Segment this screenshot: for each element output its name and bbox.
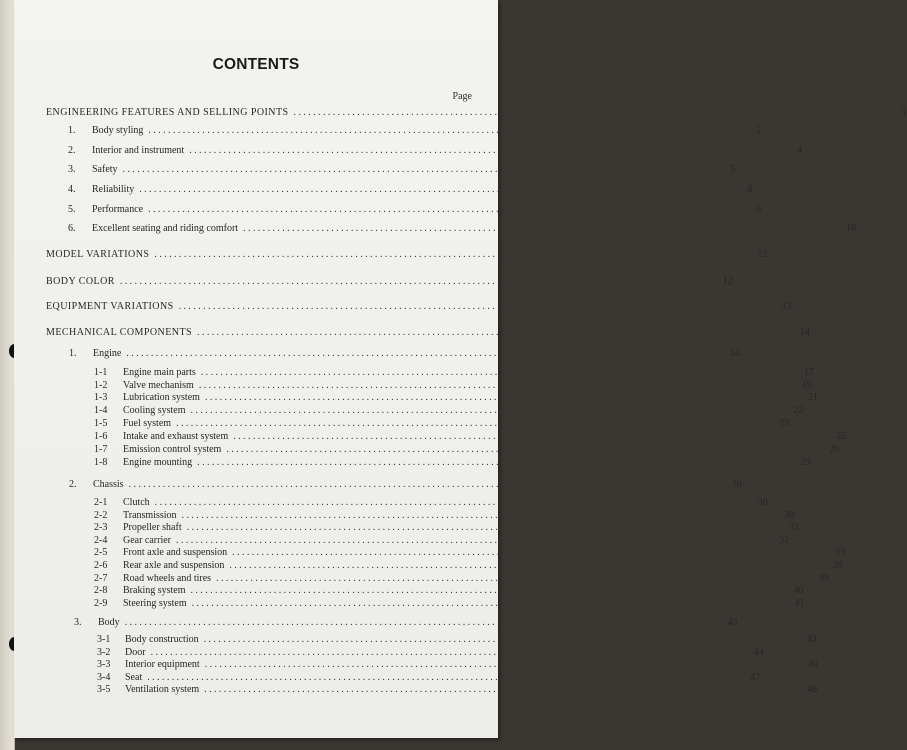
- dot-leader: ........................................................................................................................: [122, 164, 711, 175]
- toc-section-mechanical-components[interactable]: [46, 326, 811, 340]
- toc-item-label: Rear axle and suspension: [123, 560, 225, 571]
- toc-page-number: 12: [722, 276, 733, 287]
- toc-item-label: Reliability: [92, 184, 135, 195]
- toc-item-label: Propeller shaft: [123, 522, 182, 533]
- toc-item-number: 3-1: [97, 634, 111, 645]
- dot-leader: ........................................................................................................................: [176, 418, 765, 429]
- dot-leader: ........................................................................................................................: [204, 392, 793, 403]
- toc-page-number: 19: [801, 380, 812, 391]
- dot-leader: ........................................................................................................................: [190, 405, 779, 416]
- toc-item-label: Performance: [92, 204, 144, 215]
- dot-leader: ........................................................................................................................: [128, 479, 717, 490]
- toc-item[interactable]: [68, 163, 736, 177]
- contents-page: [14, 0, 907, 738]
- toc-item-label: Interior and instrument: [92, 145, 185, 156]
- toc-item-label: Road wheels and tires: [123, 573, 212, 584]
- dot-leader: ........................................................................................................................: [243, 223, 832, 234]
- dot-leader: ........................................................................................................................: [186, 522, 775, 533]
- toc-item-label: Cooling system: [123, 405, 186, 416]
- toc-subitem[interactable]: [94, 404, 804, 418]
- toc-subitem[interactable]: [94, 559, 843, 573]
- toc-section-label: MECHANICAL COMPONENTS: [46, 327, 193, 338]
- toc-page-number: 8: [747, 184, 753, 195]
- toc-item-number: 2-5: [94, 547, 108, 558]
- toc-page-number: 1: [901, 107, 907, 118]
- dot-leader: ........................................................................................................................: [150, 647, 739, 658]
- toc-page-number: 44: [753, 647, 764, 658]
- toc-item[interactable]: [68, 203, 762, 217]
- toc-item-number: 2-6: [94, 560, 108, 571]
- toc-page-number: 46: [807, 659, 818, 670]
- toc-item-number: 1-2: [94, 380, 108, 391]
- dot-leader: ........................................................................................................................: [204, 684, 793, 695]
- dot-leader: ........................................................................................................................: [139, 184, 728, 195]
- toc-page-number: 21: [807, 392, 818, 403]
- toc-page-number: 32: [779, 535, 790, 546]
- toc-section-label: MODEL VARIATIONS: [46, 249, 150, 260]
- toc-item-label: Lubrication system: [123, 392, 200, 403]
- dot-leader: ........................................................................................................................: [176, 535, 765, 546]
- toc-item[interactable]: [68, 124, 762, 138]
- toc-page-number: 10: [846, 223, 857, 234]
- dot-leader: ........................................................................................................................: [216, 573, 805, 584]
- toc-page-number: 39: [819, 573, 830, 584]
- toc-section-label: ENGINEERING FEATURES AND SELLING POINTS: [46, 107, 289, 118]
- toc-item-number: 4.: [68, 184, 76, 195]
- toc-page-number: 48: [807, 684, 818, 695]
- toc-item-number: 2-9: [94, 598, 108, 609]
- dot-leader: ........................................................................................................................: [148, 204, 737, 215]
- toc-item-number: 1-6: [94, 431, 108, 442]
- dot-leader: ........................................................................................................................: [178, 301, 767, 312]
- toc-subitem[interactable]: [94, 456, 811, 470]
- toc-page-number: 14: [729, 348, 740, 359]
- toc-page-number: 2: [756, 125, 762, 136]
- toc-page-number: 31: [789, 522, 800, 533]
- toc-group-number: 3.: [74, 617, 82, 628]
- toc-item-number: 2-7: [94, 573, 108, 584]
- page-column-label: Page: [452, 91, 472, 102]
- dot-leader: ........................................................................................................................: [181, 510, 770, 521]
- toc-page-number: 40: [793, 585, 804, 596]
- toc-item-label: Valve mechanism: [123, 380, 194, 391]
- toc-subitem[interactable]: [94, 496, 768, 510]
- toc-group-label: Chassis: [93, 479, 124, 490]
- toc-subitem[interactable]: [94, 546, 846, 560]
- toc-page-number: 17: [803, 367, 814, 378]
- toc-page-number: 13: [781, 301, 792, 312]
- toc-page-number: 30: [757, 497, 768, 508]
- toc-item-label: Engine main parts: [123, 367, 196, 378]
- toc-item-number: 1-4: [94, 405, 108, 416]
- toc-subitem[interactable]: [94, 391, 818, 405]
- toc-item-number: 2-8: [94, 585, 108, 596]
- toc-item-number: 3-5: [97, 684, 111, 695]
- toc-page-number: 22: [793, 405, 804, 416]
- toc-page-number: 29: [800, 457, 811, 468]
- toc-item-label: Intake and exhaust system: [123, 431, 229, 442]
- toc-subitem[interactable]: [94, 417, 790, 431]
- toc-item-label: Emission control system: [123, 444, 222, 455]
- toc-item-number: 2-1: [94, 497, 108, 508]
- toc-page-number: 23: [779, 418, 790, 429]
- toc-section-equipment-variations[interactable]: [46, 300, 792, 314]
- toc-page-number: 14: [800, 327, 811, 338]
- toc-item-number: 3-4: [97, 672, 111, 683]
- toc-page-number: 41: [794, 598, 805, 609]
- toc-section-engineering[interactable]: [46, 106, 907, 120]
- toc-item-label: Safety: [92, 164, 118, 175]
- dot-leader: ........................................................................................................................: [197, 327, 786, 338]
- toc-item[interactable]: [68, 144, 803, 158]
- toc-page-number: 4: [797, 145, 803, 156]
- toc-page-number: 5: [730, 164, 736, 175]
- dot-leader: ........................................................................................................................: [203, 634, 792, 645]
- toc-item-number: 3.: [68, 164, 76, 175]
- dot-leader: ........................................................................................................................: [204, 659, 793, 670]
- toc-item-number: 1-5: [94, 418, 108, 429]
- toc-subitem[interactable]: [97, 658, 818, 672]
- toc-item-label: Body styling: [92, 125, 144, 136]
- toc-item-label: Fuel system: [123, 418, 172, 429]
- dot-leader: ........................................................................................................................: [189, 145, 778, 156]
- toc-group-chassis[interactable]: [69, 478, 742, 492]
- toc-item-number: 1-3: [94, 392, 108, 403]
- toc-page-number: 25: [836, 431, 847, 442]
- dot-leader: ........................................................................................................................: [293, 107, 882, 118]
- dot-leader: ........................................................................................................................: [191, 598, 780, 609]
- toc-subitem[interactable]: [94, 430, 847, 444]
- dot-leader: ........................................................................................................................: [154, 497, 743, 508]
- dot-leader: ........................................................................................................................: [147, 672, 736, 683]
- toc-item-label: Excellent seating and riding comfort: [92, 223, 239, 234]
- dot-leader: ........................................................................................................................: [190, 585, 779, 596]
- toc-item-label: Body construction: [125, 634, 199, 645]
- toc-item-label: Clutch: [123, 497, 150, 508]
- toc-item-label: Steering system: [123, 598, 187, 609]
- toc-subitem[interactable]: [94, 584, 804, 598]
- toc-section-label: EQUIPMENT VARIATIONS: [46, 301, 174, 312]
- toc-page-number: 30: [731, 479, 742, 490]
- toc-item-label: Seat: [125, 672, 143, 683]
- toc-item-number: 2-2: [94, 510, 108, 521]
- toc-item[interactable]: [68, 222, 857, 236]
- toc-item-number: 2-3: [94, 522, 108, 533]
- toc-item-label: Transmission: [123, 510, 177, 521]
- toc-item-number: 3-3: [97, 659, 111, 670]
- toc-item-label: Braking system: [123, 585, 186, 596]
- toc-subitem[interactable]: [94, 521, 800, 535]
- dot-leader: ........................................................................................................................: [198, 380, 787, 391]
- dot-leader: ........................................................................................................................: [154, 249, 743, 260]
- toc-item-label: Front axle and suspension: [123, 547, 228, 558]
- toc-page-number: 12: [757, 249, 768, 260]
- toc-group-label: Engine: [93, 348, 122, 359]
- toc-page-number: 9: [756, 204, 762, 215]
- toc-page-number: 47: [750, 672, 761, 683]
- toc-item-number: 5.: [68, 204, 76, 215]
- dot-leader: ........................................................................................................................: [197, 457, 786, 468]
- toc-item-number: 6.: [68, 223, 76, 234]
- toc-item-number: 2.: [68, 145, 76, 156]
- toc-subitem[interactable]: [94, 366, 814, 380]
- toc-item-label: Door: [125, 647, 146, 658]
- toc-subitem[interactable]: [94, 597, 805, 611]
- toc-item-number: 1-1: [94, 367, 108, 378]
- toc-group-number: 2.: [69, 479, 77, 490]
- toc-group-body[interactable]: [74, 616, 738, 630]
- dot-leader: ........................................................................................................................: [200, 367, 789, 378]
- toc-page-number: 43: [806, 634, 817, 645]
- toc-page-number: 36: [832, 560, 843, 571]
- toc-item-number: 1.: [68, 125, 76, 136]
- toc-subitem[interactable]: [97, 633, 817, 647]
- toc-page-number: 30: [784, 510, 795, 521]
- dot-leader: ........................................................................................................................: [126, 348, 715, 359]
- toc-subitem[interactable]: [97, 683, 818, 697]
- page-title: CONTENTS: [212, 56, 300, 73]
- toc-section-label: BODY COLOR: [46, 276, 115, 287]
- toc-item-number: 1-7: [94, 444, 108, 455]
- dot-leader: ........................................................................................................................: [232, 547, 821, 558]
- dot-leader: ........................................................................................................................: [148, 125, 737, 136]
- toc-section-model-variations[interactable]: [46, 248, 768, 262]
- toc-group-number: 1.: [69, 348, 77, 359]
- dot-leader: ........................................................................................................................: [119, 276, 708, 287]
- toc-item[interactable]: [68, 183, 753, 197]
- toc-group-engine[interactable]: [69, 347, 740, 361]
- dot-leader: ........................................................................................................................: [124, 617, 713, 628]
- toc-item-number: 2-4: [94, 535, 108, 546]
- dot-leader: ........................................................................................................................: [233, 431, 822, 442]
- dot-leader: ........................................................................................................................: [229, 560, 818, 571]
- toc-subitem[interactable]: [94, 443, 840, 457]
- toc-item-label: Ventilation system: [125, 684, 200, 695]
- toc-page-number: 26: [829, 444, 840, 455]
- toc-item-number: 3-2: [97, 647, 111, 658]
- toc-item-label: Engine mounting: [123, 457, 193, 468]
- toc-item-label: Interior equipment: [125, 659, 200, 670]
- toc-section-body-color[interactable]: [46, 275, 733, 289]
- toc-group-label: Body: [98, 617, 120, 628]
- dot-leader: ........................................................................................................................: [226, 444, 815, 455]
- toc-page-number: 43: [727, 617, 738, 628]
- toc-item-number: 1-8: [94, 457, 108, 468]
- toc-page-number: 33: [835, 547, 846, 558]
- toc-item-label: Gear carrier: [123, 535, 172, 546]
